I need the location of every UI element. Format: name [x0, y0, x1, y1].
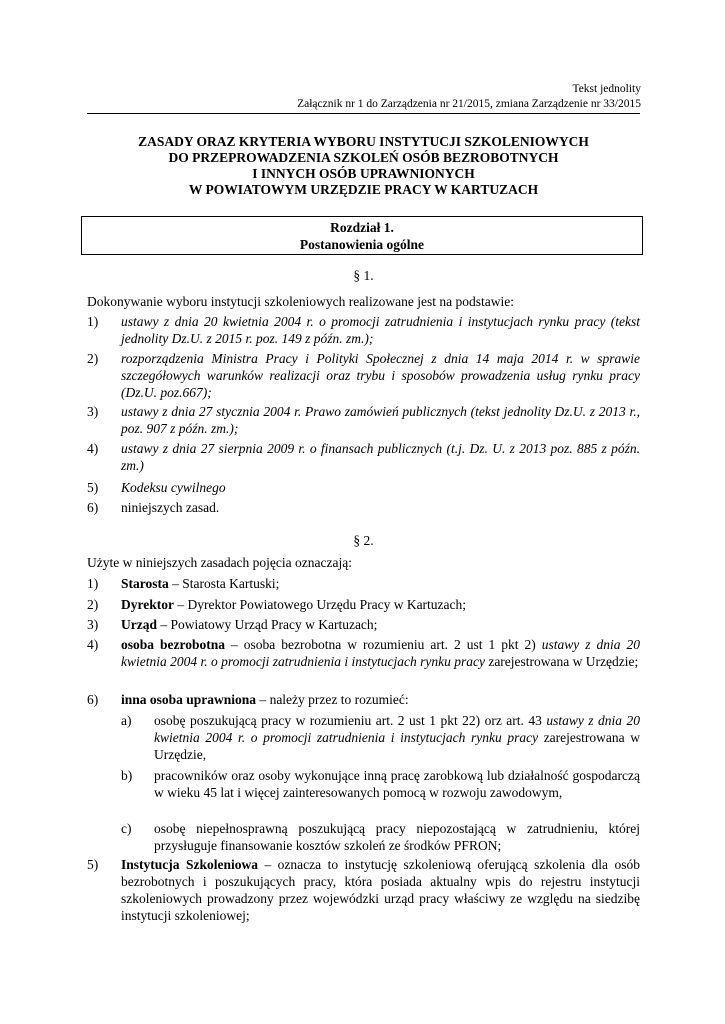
list-item — [87, 479, 640, 496]
header-rule — [87, 113, 640, 114]
definition-item — [87, 575, 640, 592]
definition-item — [87, 596, 640, 613]
sub-item-letter: c) — [121, 821, 132, 836]
sub-item-letter: a) — [121, 713, 132, 728]
term: Urząd — [121, 617, 157, 632]
item-text: Urząd – Powiatowy Urząd Pracy w Kartuzach; — [121, 617, 378, 632]
item-text: ustawy z dnia 27 stycznia 2004 r. Prawo zamówień publicznych (tekst jednolity Dz.U. z 2013 r., poz. 907 z późn. zm.); — [121, 404, 640, 436]
term: osoba bezrobotna — [121, 637, 226, 652]
item-number: 1) — [87, 576, 99, 591]
document-title — [87, 134, 640, 198]
list-item — [87, 440, 640, 474]
item-number: 4) — [87, 441, 99, 456]
list-item — [87, 313, 640, 347]
definition-item — [87, 856, 640, 924]
item-text: Instytucja Szkoleniowa – oznacza to instytucję szkoleniową oferującą szkolenia dla osób bezrobotnych i poszukujących pracy, która posiada aktualny wpis do rejestru instytucji szkoleniowych prowadzony przez wojewódzki urząd pracy właściwy ze względu na siedzibę instytucji szkoleniowej; — [121, 857, 641, 923]
item-text: Starosta – Starosta Kartuski; — [121, 576, 280, 591]
section-1-heading: § 1. — [353, 268, 374, 283]
sub-item-text: pracowników oraz osoby wykonujące inną pracę zarobkową lub działalność gospodarczą w wieku 45 lat i więcej zainteresowanych pomocą w rozwoju zawodowym, — [154, 768, 640, 800]
item-number: 3) — [87, 404, 99, 419]
item-text: niniejszych zasad. — [121, 500, 220, 515]
chapter-number: Rozdział 1. — [330, 220, 394, 235]
sub-item — [121, 712, 640, 763]
section-2-intro: Użyte w niniejszych zasadach pojęcia oznaczają: — [87, 555, 352, 570]
item-text: ustawy z dnia 27 sierpnia 2009 r. o finansach publicznych (t.j. Dz. U. z 2013 poz. 885 z późn. zm.) — [121, 441, 640, 473]
item-number: 3) — [87, 617, 99, 632]
item-number: 5) — [87, 857, 99, 872]
item-text: osoba bezrobotna – osoba bezrobotna w rozumieniu art. 2 ust 1 pkt 2) ustawy z dnia 20 kwietnia 2004 r. o promocji zatrudnienia i instytucjach rynku pracy zarejestrowana w Urzędzie; — [121, 637, 640, 669]
title-line-4: W POWIATOWYM URZĘDZIE PRACY W KARTUZACH — [188, 182, 539, 197]
item-number: 4) — [87, 637, 99, 652]
sub-item-text: osobę poszukującą pracy w rozumieniu art. 2 ust 1 pkt 22) orz art. 43 ustawy z dnia 20 kwietnia 2004 r. o promocji zatrudnienia i instytucjach rynku pracy zarejestrowana w Urzędzie, — [154, 713, 640, 762]
sub-item — [121, 767, 640, 801]
section-2-heading: § 2. — [353, 533, 374, 548]
item-text: Kodeksu cywilnego — [121, 480, 226, 495]
chapter-name: Postanowienia ogólne — [299, 237, 425, 252]
sub-item — [121, 820, 640, 854]
term: inna osoba uprawniona — [121, 692, 257, 707]
item-text: Dyrektor – Dyrektor Powiatowego Urzędu Pracy w Kartuzach; — [121, 597, 467, 612]
term: Dyrektor — [121, 597, 174, 612]
item-text: inna osoba uprawniona – należy przez to rozumieć: — [121, 692, 409, 707]
item-number: 1) — [87, 314, 99, 329]
definition-item — [87, 691, 640, 708]
list-item — [87, 350, 640, 401]
item-number: 6) — [87, 500, 99, 515]
item-number: 2) — [87, 351, 99, 366]
chapter-box — [81, 216, 643, 255]
title-line-2: DO PRZEPROWADZENIA SZKOLEŃ OSÓB BEZROBOTNYCH — [168, 150, 559, 165]
definition-item — [87, 636, 640, 670]
list-item — [87, 499, 640, 516]
section-1-intro: Dokonywanie wyboru instytucji szkoleniowych realizowane jest na podstawie: — [87, 294, 515, 309]
sub-item-letter: b) — [121, 768, 133, 783]
list-item — [87, 403, 640, 437]
header-line-1: Tekst jednolity — [572, 83, 641, 95]
item-number: 5) — [87, 480, 99, 495]
item-text: rozporządzenia Ministra Pracy i Polityki Społecznej z dnia 14 maja 2014 r. w sprawie szczegółowych warunków realizacji oraz trybu i sposobów prowadzenia usług rynku pracy (Dz.U. poz.667); — [121, 351, 640, 400]
sub-item-text: osobę niepełnosprawną poszukującą pracy niepozostającą w zatrudnieniu, której przysługuje finansowanie kosztów szkoleń ze środków PFRON; — [154, 821, 640, 853]
term: Starosta — [121, 576, 169, 591]
term: Instytucja Szkoleniowa — [121, 857, 258, 872]
item-text: ustawy z dnia 20 kwietnia 2004 r. o promocji zatrudnienia i instytucjach rynku pracy (tekst jednolity Dz.U. z 2015 r. poz. 149 z późn. zm.); — [121, 314, 640, 346]
header-line-2: Załącznik nr 1 do Zarządzenia nr 21/2015, zmiana Zarządzenie nr 33/2015 — [297, 98, 641, 110]
item-number: 6) — [87, 692, 99, 707]
definition-item — [87, 616, 640, 633]
title-line-1: ZASADY ORAZ KRYTERIA WYBORU INSTYTUCJI SZKOLENIOWYCH — [138, 134, 589, 149]
title-line-3: I INNYCH OSÓB UPRAWNIONYCH — [252, 166, 475, 181]
item-number: 2) — [87, 597, 99, 612]
